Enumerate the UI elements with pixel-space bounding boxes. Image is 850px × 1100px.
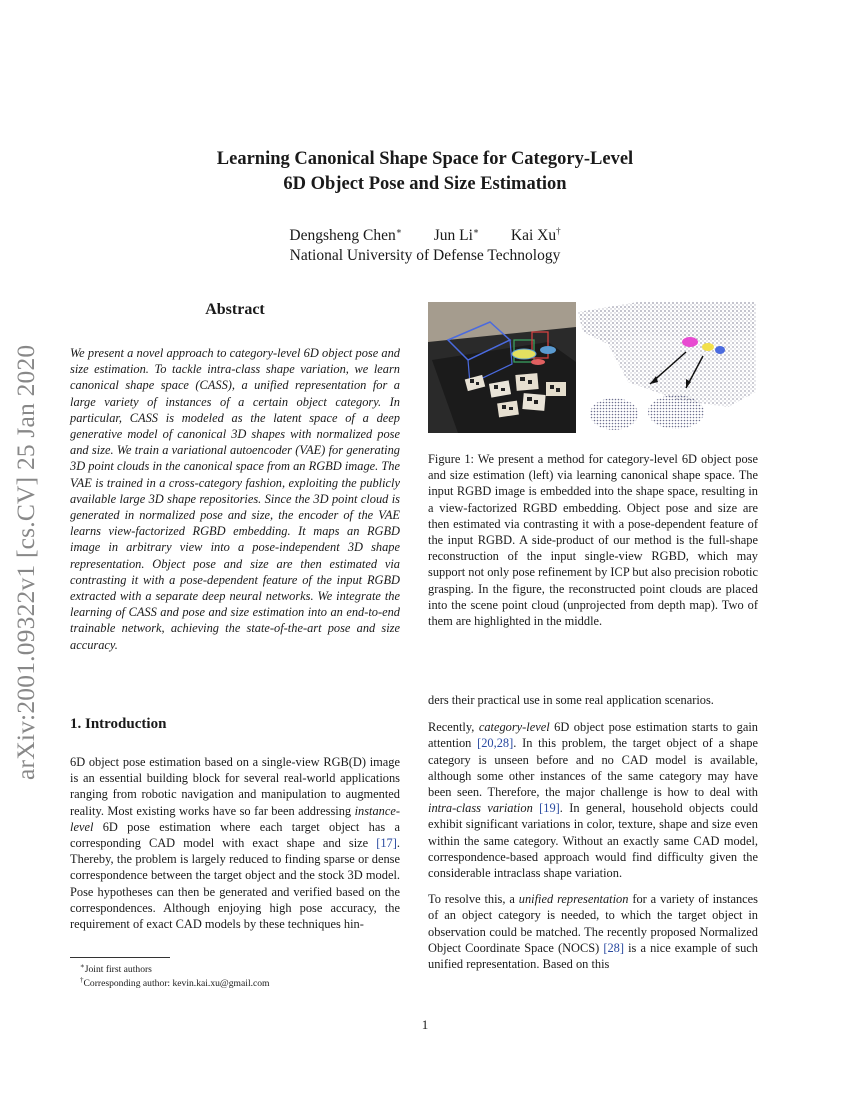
paper-title <box>120 147 730 197</box>
affiliation: National University of Defense Technology <box>289 247 561 264</box>
footnote: ∗Joint first authors <box>80 962 152 975</box>
page-number: 1 <box>421 1017 429 1032</box>
author-names <box>120 226 730 246</box>
intro-column-left <box>70 754 400 942</box>
intro-column-right <box>428 692 758 982</box>
citation-link[interactable]: [20,28] <box>477 736 514 751</box>
author: Dengsheng Chen∗ <box>289 226 402 244</box>
figure-caption: Figure 1: We present a method for category-level 6D object pose and size estimation (left) via learning canonical shape space. The input RGBD image is embedded into the shape space, resulting in a view-factorized RGBD embedding. Object pose and size are then estimated via contrasting it with a pose-dependent feature of the input RGBD. A side-product of our method is the full-shape reconstruction of the input single-view RGBD, which may support not only pose refinement by ICP but also precision robotic grasping. In the figure, the reconstructed point clouds are placed into the scene point cloud (unprojected from depth map). Two of them are highlighted in the middle. <box>428 452 758 629</box>
paragraph: 6D object pose estimation based on a single-view RGB(D) image is an essential building block for several real-world applications ranging from robotic navigation and manipulation to augmented reality. Most existing works have so far been addressing instance-level 6D pose estimation where each target object has a corresponding CAD model with exact shape and size [17]. Thereby, the problem is largely reduced to finding sparse or dense correspondence between the target object and the stock 3D model. Pose hypotheses can then be generated and verified based on the correspondences. Although enjoying high pose accuracy, the requirement of exact CAD models by these techniques hin- <box>70 755 400 932</box>
citation-link[interactable]: [19] <box>539 801 560 816</box>
paragraph: Recently, category-level 6D object pose estimation starts to gain attention [20,28]. In this problem, the target object of a shape category is unseen before and no CAD model is available, although some other instances of the same category may have been seen. Therefore, the major challenge is how to deal with intra-class variation [19]. In general, household objects could exhibit significant variations in color, texture, shape and size even within the same category. Without an exactly same CAD model, correspondence-based approach would find difficulty given the considerable intraclass shape variation. <box>428 720 758 881</box>
footnote-rule <box>70 957 170 958</box>
footnotes <box>80 963 410 991</box>
arxiv-stamp: arXiv:2001.09322v1 [cs.CV] 25 Jan 2020 <box>11 344 40 780</box>
author: Jun Li∗ <box>433 226 480 244</box>
figure-1-image <box>428 302 756 433</box>
author: Kai Xu† <box>510 226 561 244</box>
rgbd-photo <box>428 302 576 433</box>
citation-link[interactable]: [17] <box>376 836 397 851</box>
title-line-2: 6D Object Pose and Size Estimation <box>283 174 567 194</box>
paragraph: ders their practical use in some real application scenarios. <box>428 693 714 707</box>
footnote: †Corresponding author: kevin.kai.xu@gmail.com <box>80 976 270 989</box>
abstract-text: We present a novel approach to category-level 6D object pose and size estimation. To tackle intra-class shape variation, we learn canonical shape space (CASS), a unified representation for a large variety of instances of a certain object category. In particular, CASS is modeled as the latent space of a deep generative model of canonical 3D shapes with normalized pose and size. We train a variational autoencoder (VAE) for generating 3D point clouds in the canonical space from an RGBD image. The VAE is trained in a cross-category fashion, exploiting the publicly available large 3D shape repositories. Since the 3D point cloud is generated in normalized pose and size, the encoder of the VAE learns view-factorized RGBD embedding. It maps an RGBD image in arbitrary view into a pose-independent 3D shape representation. Object pose and size are then estimated via contrasting it with a pose-dependent feature of the input RGBD extracted with a separate deep neural networks. We integrate the learning of CASS and pose and size estimation into an end-to-end trainable network, achieving the state-of-the-art pose and size accuracy. <box>70 346 400 652</box>
citation-link[interactable]: [28] <box>603 940 625 955</box>
author-block <box>120 226 730 266</box>
section-heading-introduction: 1. Introduction <box>70 716 167 732</box>
point-cloud-scene <box>578 302 756 430</box>
paragraph: To resolve this, a unified representation for a variety of instances of an object category is needed, to which the target object in observation could be matched. The recently proposed Normalized Object Coordinate Space (NOCS) [28] is a nice example of such unified representation. Based on this <box>428 892 759 972</box>
abstract-heading: Abstract <box>205 301 265 318</box>
title-line-1: Learning Canonical Shape Space for Category-Level <box>216 149 634 169</box>
